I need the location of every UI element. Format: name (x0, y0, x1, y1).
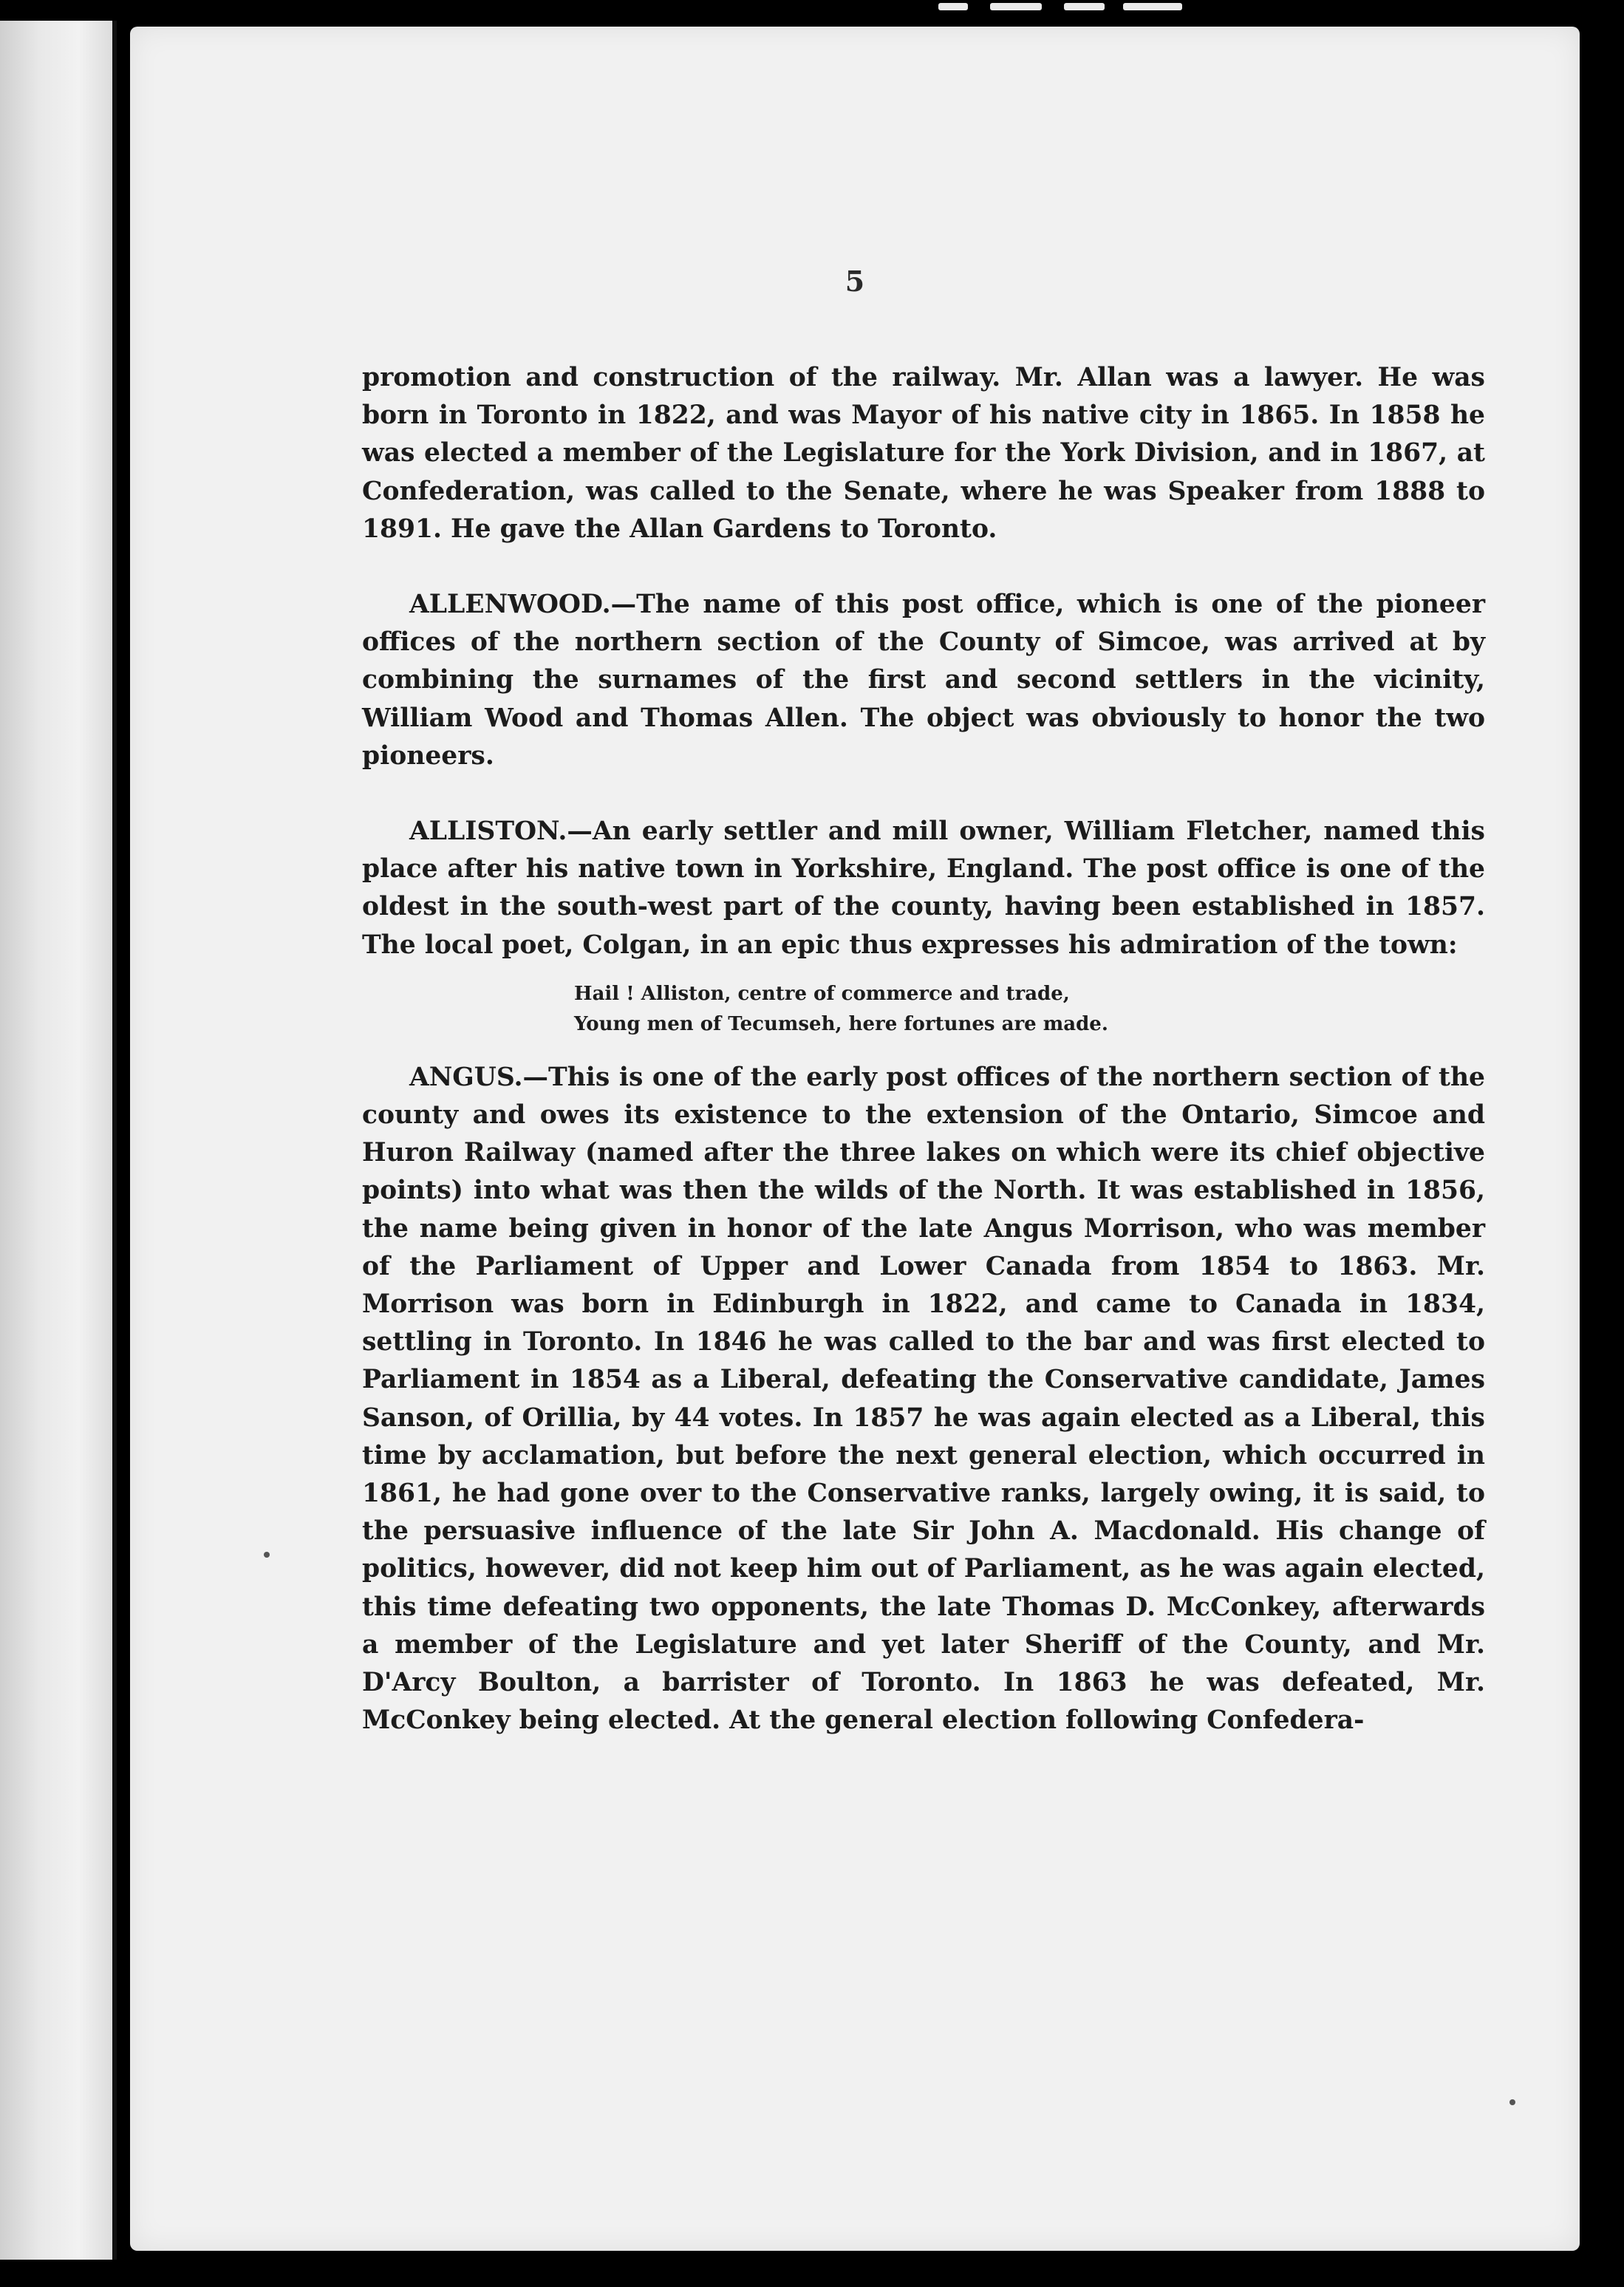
poem-quote (574, 979, 1485, 1040)
poem-line: Hail ! Alliston, centre of commerce and trade, (574, 982, 1070, 1005)
scan-speck (1509, 2099, 1515, 2105)
page-number: 5 (845, 265, 865, 298)
page-sheet (130, 27, 1580, 2251)
scan-artifact (924, 0, 1204, 18)
paragraph-allenwood: ALLENWOOD.—The name of this post office, which is one of the pioneer offices of the northern section of the County of Simcoe, was arrived at by combining the surnames of the first and second settlers in the vicinity, William Wood and Thomas Allen. The object was obviously to honor the two pioneers. (362, 590, 1485, 771)
scan-speck (264, 1552, 270, 1558)
paragraph-angus: ANGUS.—This is one of the early post offices of the northern section of the county and owes its existence to the extension of the Ontario, Simcoe and Huron Railway (named after the three lakes on which were its chief objective points) into what was then the wilds of the North. It was established in 1856, the name being given in honor of the late Angus Morrison, who was member of the Parliament of Upper and Lower Canada from 1854 to 1863. Mr. Morrison was born in Edinburgh in 1822, and came to Canada in 1834, settling in Toronto. In 1846 he was called to the bar and was first elected to Parliament in 1854 as a Liberal, defeating the Conservative candidate, James Sanson, of Orillia, by 44 votes. In 1857 he was again elected as a Liberal, this time by acclamation, but before the next general election, which occurred in 1861, he had gone over to the Conservative ranks, largely owing, it is said, to the persuasive influence of the late Sir John A. Macdonald. His change of politics, however, did not keep him out of Parliament, as he was again elected, this time defeating two opponents, the late Thomas D. McConkey, afterwards a member of the Legislature and yet later Sheriff of the County, and Mr. D'Arcy Boulton, a barrister of Toronto. In 1863 he was defeated, Mr. McConkey being elected. At the general election following Confedera- (362, 1062, 1485, 1736)
body-text (362, 359, 1485, 1740)
poem-line: Young men of Tecumseh, here fortunes are made. (574, 1012, 1108, 1035)
paragraph-allan-continued: promotion and construction of the railway. Mr. Allan was a lawyer. He was born in Toronto in 1822, and was Mayor of his native city in 1865. In 1858 he was elected a member of the Legislature for the York Division, and in 1867, at Confederation, was called to the Senate, where he was Speaker from 1888 to 1891. He gave the Allan Gardens to Toronto. (362, 363, 1485, 544)
previous-page-edge (0, 21, 117, 2260)
paragraph-alliston: ALLISTON.—An early settler and mill owner, William Fletcher, named this place after his native town in Yorkshire, England. The post office is one of the oldest in the south-west part of the county, having been established in 1857. The local poet, Colgan, in an epic thus expresses his admiration of the town: (362, 817, 1485, 960)
